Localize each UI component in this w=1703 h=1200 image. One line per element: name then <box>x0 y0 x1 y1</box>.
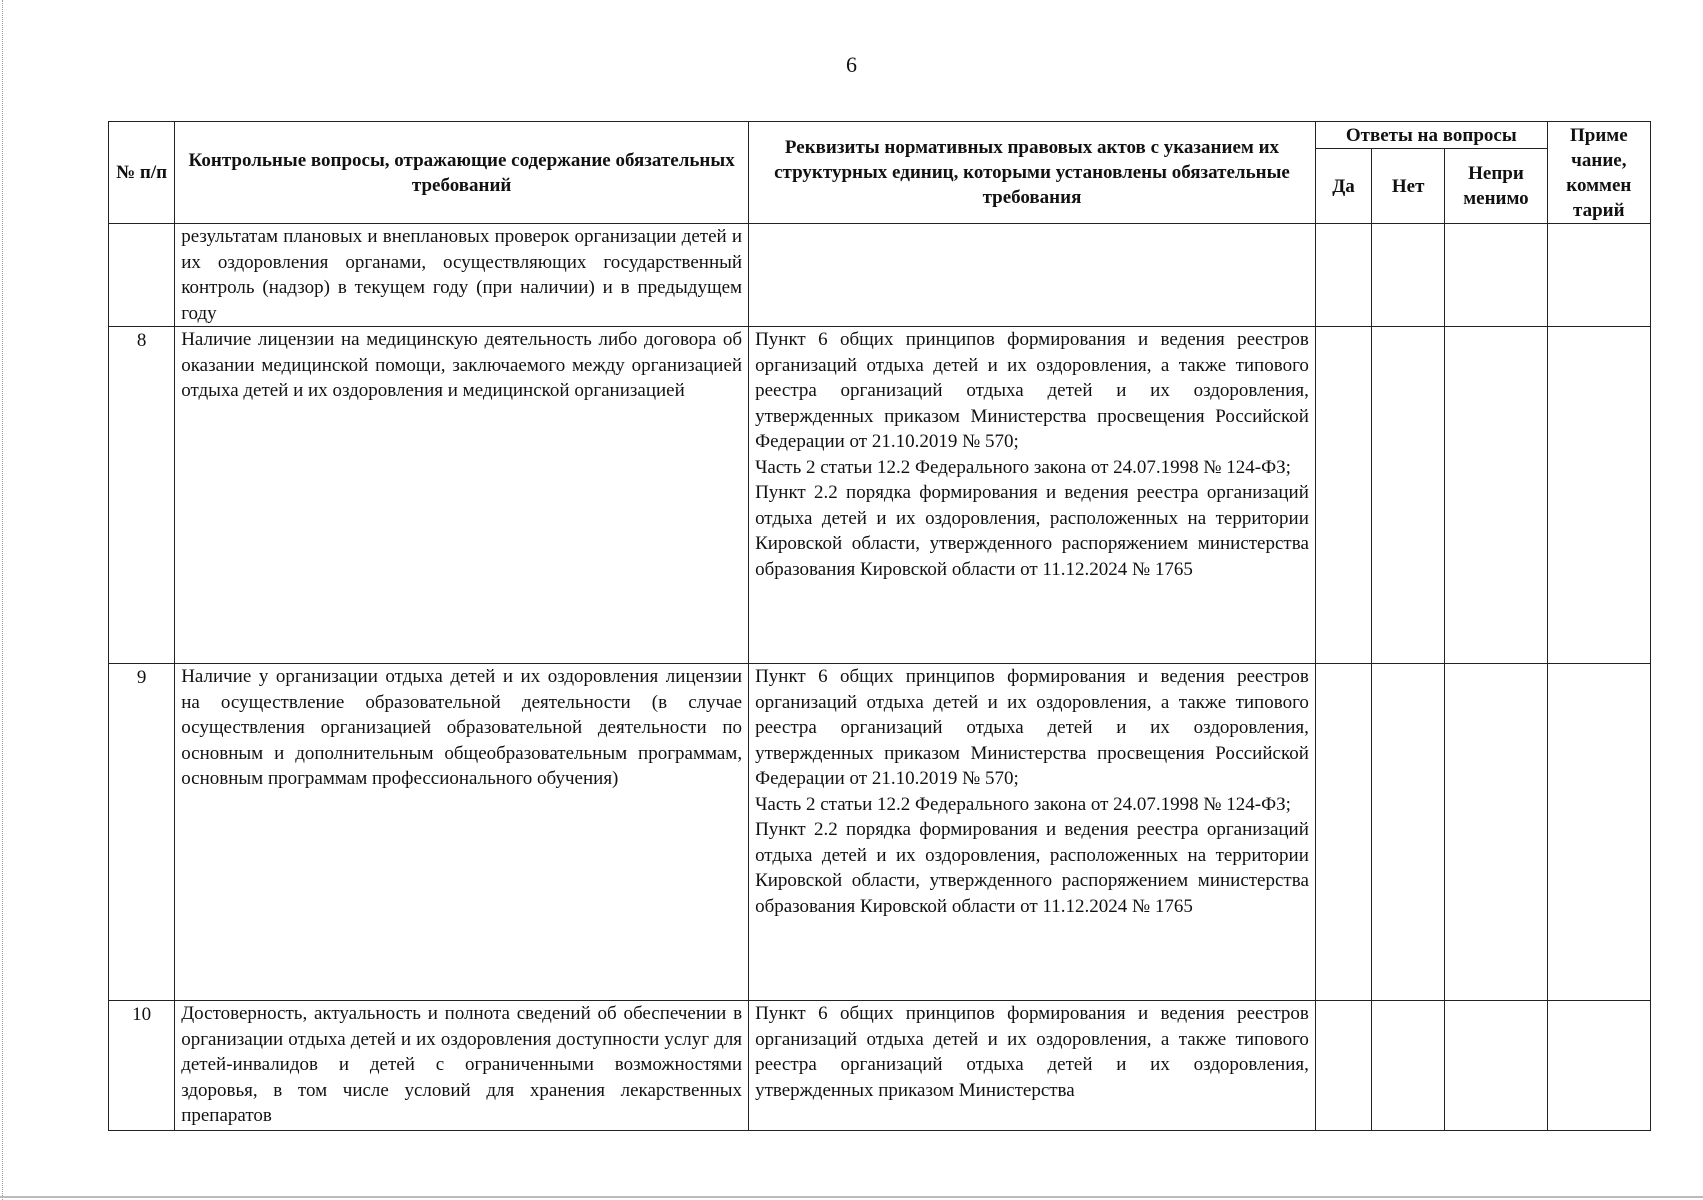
row-question-text: Наличие у организации отдыха детей и их оздоровления лицензии на осуществление образовательной деятельности (в случае осуществления организацией образовательной деятельности по основным и дополнительным общеобразовательным программам, основным программам профессионального обучения) <box>181 666 743 789</box>
note-cell[interactable] <box>1547 224 1650 327</box>
note-cell[interactable] <box>1547 327 1650 664</box>
header-acts: Реквизиты нормативных правовых актов с указанием их структурных единиц, которыми установлены обязательные требования <box>749 122 1316 224</box>
scan-edge-dots <box>2 0 4 1200</box>
act-reference: Пункт 2.2 порядка формирования и ведения реестра организаций отдыха детей и их оздоровления, расположенных на территории Кировской области, утвержденного распоряжением министерства образования Кировской области от 11.12.2024 № 1765 <box>755 482 1309 580</box>
answer-na-cell[interactable] <box>1445 224 1547 327</box>
answer-na-cell[interactable] <box>1445 1001 1547 1131</box>
act-reference: Пункт 6 общих принципов формирования и ведения реестров организаций отдыха детей и их оздоровления, а также типового реестра организаций отдыха детей и их оздоровления, утвержденных приказом Министерства <box>755 1003 1309 1101</box>
note-cell[interactable] <box>1547 664 1650 1001</box>
requirements-table <box>108 121 1651 1131</box>
note-cell[interactable] <box>1547 1001 1650 1131</box>
header-na: Непри менимо <box>1445 149 1547 224</box>
answer-yes-cell[interactable] <box>1315 224 1371 327</box>
table-row <box>109 1001 1651 1131</box>
row-question <box>175 664 749 1001</box>
answer-yes-cell[interactable] <box>1315 1001 1371 1131</box>
answer-na-cell[interactable] <box>1445 327 1547 664</box>
row-acts <box>749 224 1316 327</box>
header-note: Приме чание, коммен тарий <box>1547 122 1650 224</box>
page-bottom-edge <box>0 1196 1703 1198</box>
row-acts <box>749 327 1316 664</box>
row-number <box>109 224 175 327</box>
row-question <box>175 1001 749 1131</box>
header-num: № п/п <box>109 122 175 224</box>
act-reference: Пункт 2.2 порядка формирования и ведения реестра организаций отдыха детей и их оздоровления, расположенных на территории Кировской области, утвержденного распоряжением министерства образования Кировской области от 11.12.2024 № 1765 <box>755 819 1309 917</box>
header-answers: Ответы на вопросы <box>1315 122 1547 149</box>
answer-na-cell[interactable] <box>1445 664 1547 1001</box>
table-header-row <box>109 122 1651 149</box>
act-reference: Пункт 6 общих принципов формирования и ведения реестров организаций отдыха детей и их оздоровления, а также типового реестра организаций отдыха детей и их оздоровления, утвержденных приказом Министерства просвещения Российской Федерации от 21.10.2019 № 570; <box>755 329 1309 452</box>
page-number: 6 <box>846 52 857 77</box>
row-question-text: Достоверность, актуальность и полнота сведений об обеспечении в организации отдыха детей и их оздоровления доступности услуг для детей-инвалидов и детей с ограниченными возможностями здоровья, в том числе условий для хранения лекарственных препаратов <box>181 1003 743 1126</box>
table-row <box>109 327 1651 664</box>
answer-no-cell[interactable] <box>1372 224 1445 327</box>
row-acts <box>749 1001 1316 1131</box>
answer-no-cell[interactable] <box>1372 327 1445 664</box>
answer-no-cell[interactable] <box>1372 664 1445 1001</box>
table-row <box>109 664 1651 1001</box>
row-acts <box>749 664 1316 1001</box>
answer-no-cell[interactable] <box>1372 1001 1445 1131</box>
answer-yes-cell[interactable] <box>1315 327 1371 664</box>
answer-yes-cell[interactable] <box>1315 664 1371 1001</box>
row-number: 8 <box>109 327 175 664</box>
row-question-text: результатам плановых и внеплановых проверок организации детей и их оздоровления органами, осуществляющих государственный контроль (надзор) в текущем году (при наличии) и в предыдущем году <box>181 226 743 324</box>
header-questions: Контрольные вопросы, отражающие содержание обязательных требований <box>175 122 749 224</box>
header-no: Нет <box>1372 149 1445 224</box>
row-number: 10 <box>109 1001 175 1131</box>
table-row <box>109 224 1651 327</box>
row-number: 9 <box>109 664 175 1001</box>
act-reference: Пункт 6 общих принципов формирования и ведения реестров организаций отдыха детей и их оздоровления, а также типового реестра организаций отдыха детей и их оздоровления, утвержденных приказом Министерства просвещения Российской Федерации от 21.10.2019 № 570; <box>755 666 1309 789</box>
row-question-text: Наличие лицензии на медицинскую деятельность либо договора об оказании медицинской помощи, заключаемого между организацией отдыха детей и их оздоровления и медицинской организацией <box>181 329 743 401</box>
row-question <box>175 224 749 327</box>
row-question <box>175 327 749 664</box>
act-reference: Часть 2 статьи 12.2 Федерального закона от 24.07.1998 № 124-ФЗ; <box>755 456 1291 478</box>
act-reference: Часть 2 статьи 12.2 Федерального закона от 24.07.1998 № 124-ФЗ; <box>755 793 1291 815</box>
header-yes: Да <box>1315 149 1371 224</box>
